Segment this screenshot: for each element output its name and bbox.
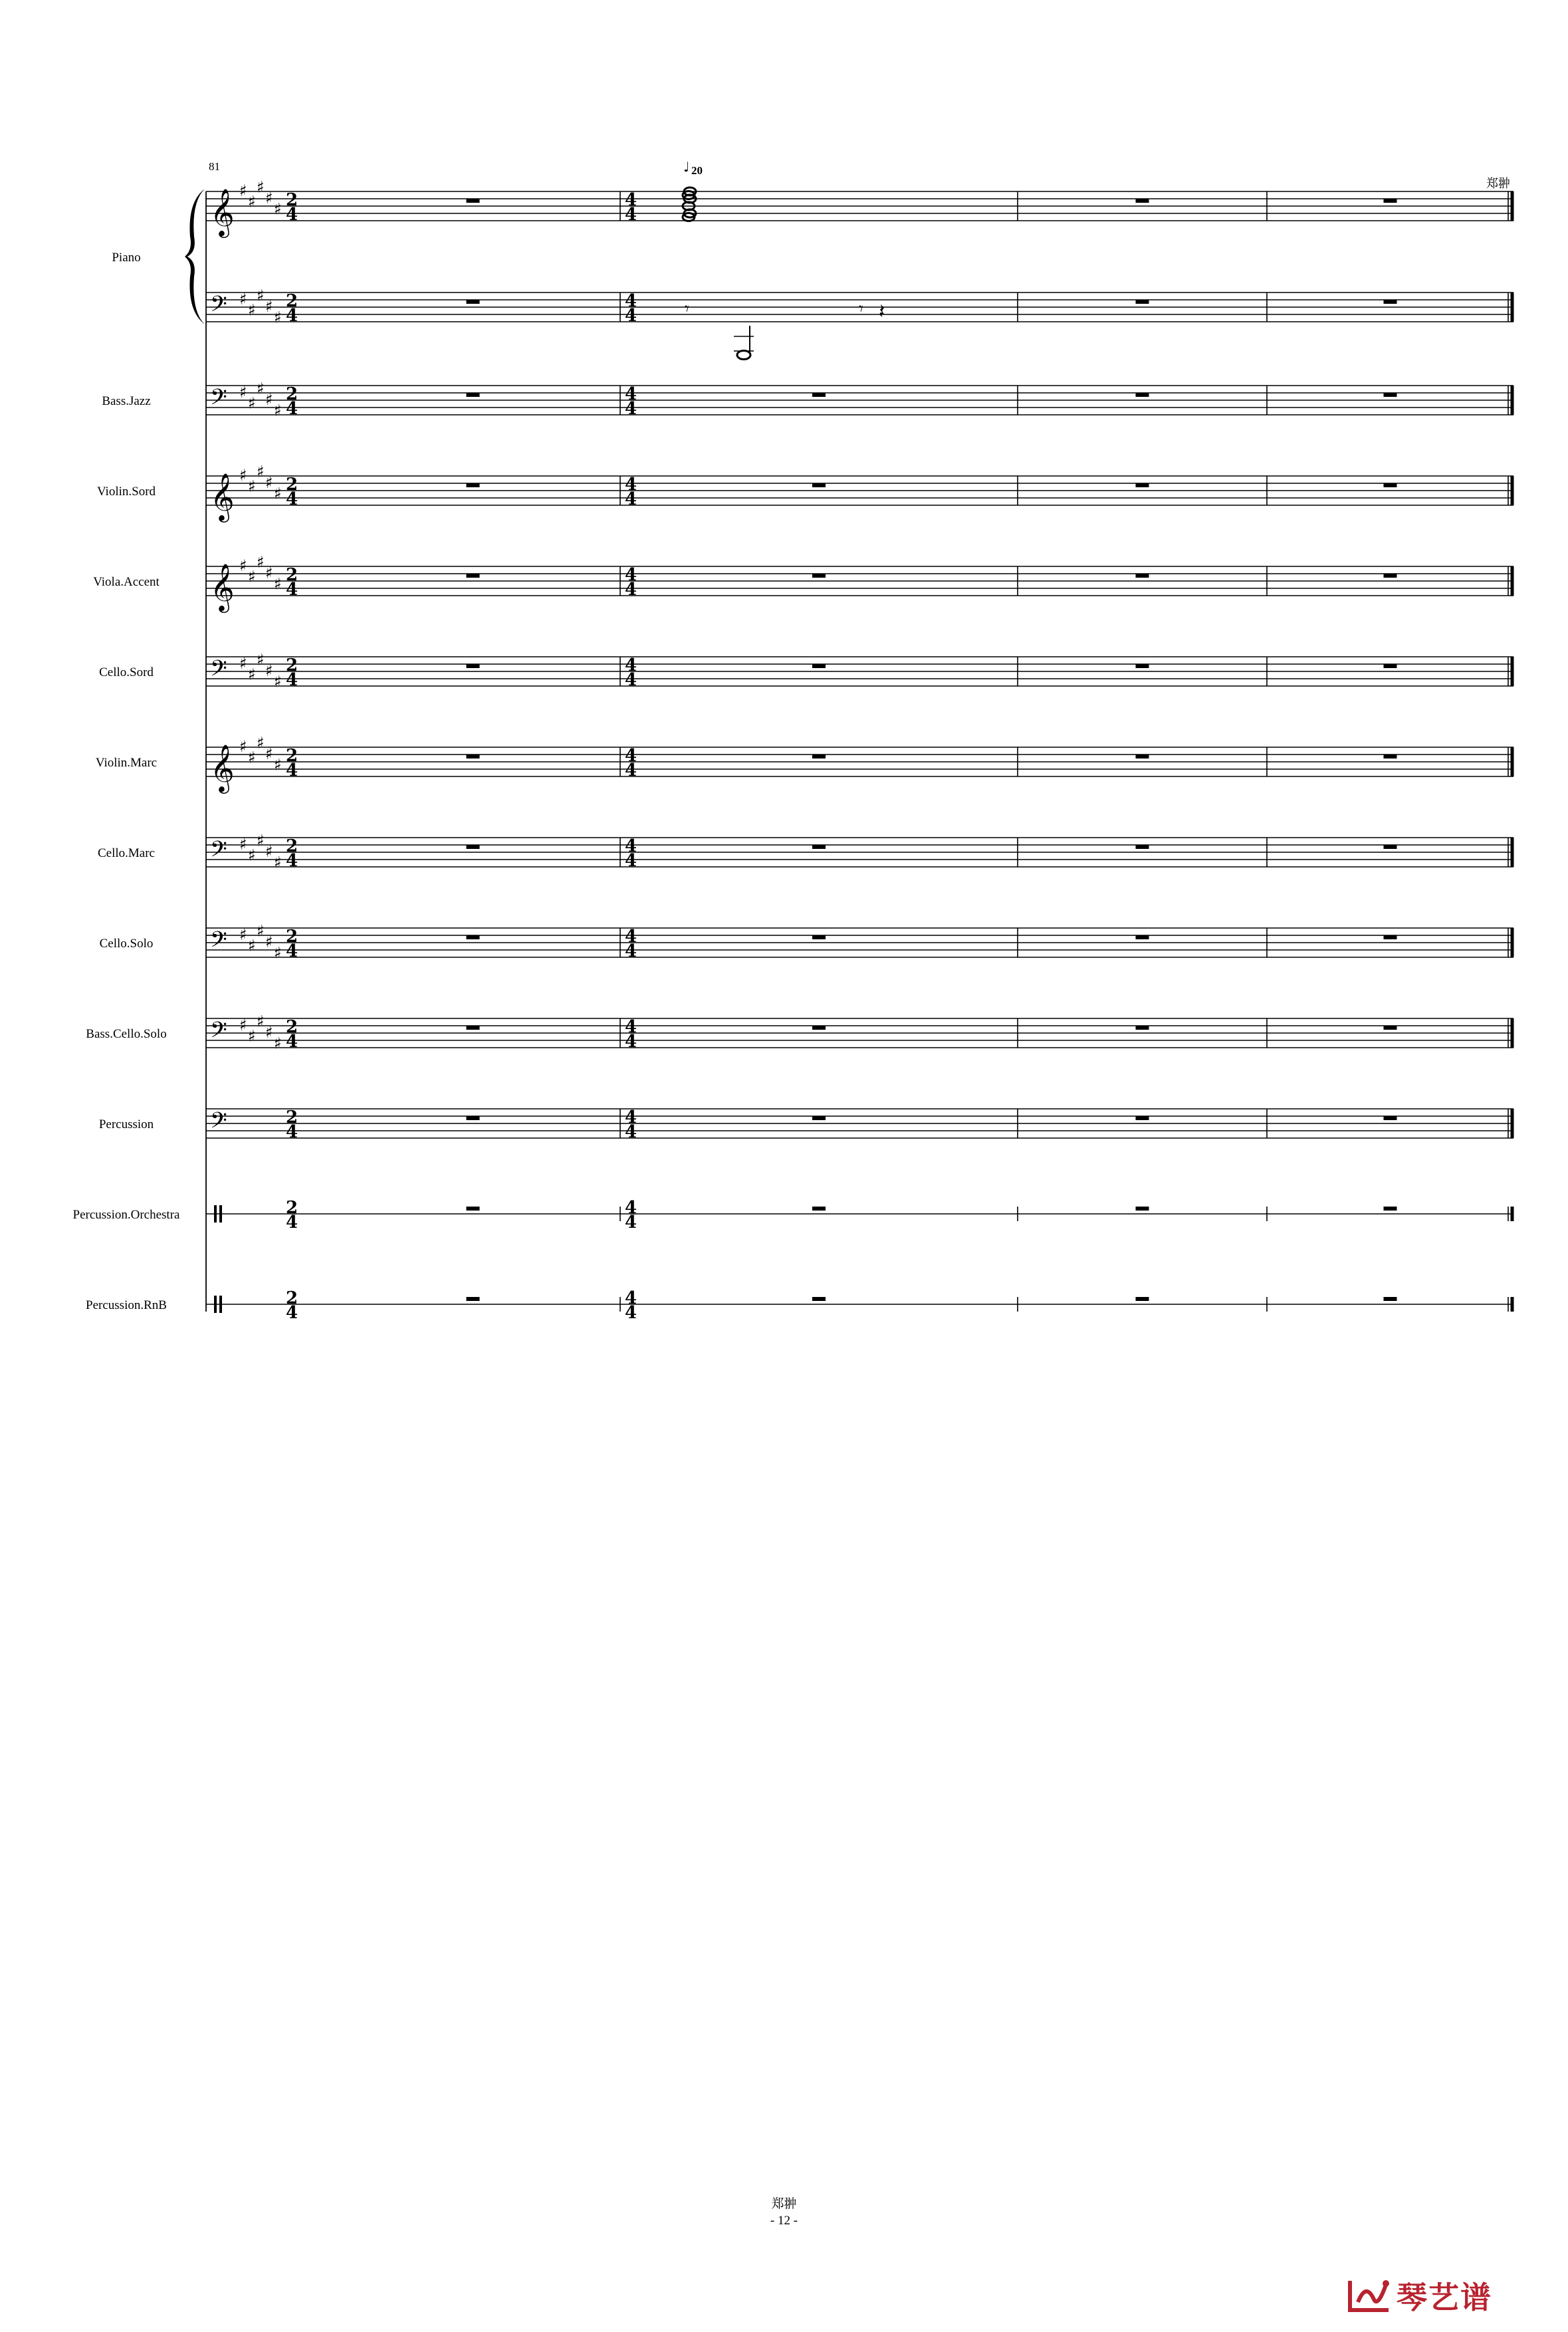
whole-rest [812, 1297, 826, 1301]
whole-rest [1384, 300, 1397, 304]
bass-clef-icon: 𝄢 [210, 837, 227, 868]
svg-text:♯: ♯ [239, 654, 247, 673]
whole-rest [467, 664, 480, 668]
time-signature-top: 2 [286, 1198, 298, 1218]
staff-bass-cello-solo [206, 1012, 1513, 1053]
svg-text:♯: ♯ [257, 650, 265, 669]
time-signature-top: 2 [286, 1017, 298, 1037]
whole-rest [1136, 1297, 1149, 1301]
svg-text:♯: ♯ [257, 286, 265, 305]
whole-rest [1384, 1026, 1397, 1030]
whole-rest [1136, 1116, 1149, 1120]
time-signature-top: 2 [286, 475, 298, 495]
time-signature-bottom: 4 [286, 306, 298, 326]
time-signature-top: 4 [625, 927, 637, 947]
svg-text:♯: ♯ [265, 933, 273, 951]
svg-text:♯: ♯ [265, 745, 273, 763]
whole-rest [1136, 300, 1149, 304]
svg-text:♯: ♯ [239, 835, 247, 854]
arranger-name-top: 郑翀 [1486, 177, 1510, 191]
svg-text:♯: ♯ [239, 737, 247, 756]
svg-text:♯: ♯ [239, 383, 247, 402]
time-signature-bottom: 4 [286, 205, 298, 225]
whole-rest [467, 1297, 480, 1301]
svg-text:♯: ♯ [265, 473, 273, 492]
whole-rest [467, 393, 480, 397]
key-signature [239, 553, 282, 594]
whole-rest [467, 300, 480, 304]
svg-text:♯: ♯ [248, 477, 256, 496]
svg-text:♯: ♯ [265, 842, 273, 861]
bass-clef-icon: 𝄢 [210, 385, 227, 415]
svg-text:♯: ♯ [248, 1026, 256, 1046]
whole-rest [1136, 393, 1149, 397]
time-signature-top: 4 [625, 1108, 637, 1127]
instrument-label: Viola.Accent [93, 575, 160, 589]
time-signature-top: 2 [286, 836, 298, 856]
key-signature [239, 178, 282, 219]
time-signature-bottom: 4 [286, 760, 298, 780]
whole-rest [812, 1026, 826, 1030]
whole-rest [1384, 935, 1397, 939]
page-number: - 12 - [770, 2214, 798, 2228]
time-signature-top: 4 [625, 655, 637, 675]
whole-rest [1136, 1207, 1149, 1211]
time-signature-top: 4 [625, 746, 637, 766]
svg-text:♯: ♯ [248, 846, 256, 865]
staff-bass-jazz [206, 380, 1513, 420]
svg-text:♯: ♯ [248, 936, 256, 955]
whole-rest [467, 1026, 480, 1030]
whole-rest [1136, 664, 1149, 668]
time-signature-bottom: 4 [625, 851, 637, 871]
time-signature-top: 4 [625, 291, 637, 311]
instrument-label: Cello.Marc [97, 846, 156, 860]
staff-percussion [206, 1108, 1513, 1142]
whole-rest [1384, 393, 1397, 397]
whole-rest [1384, 1207, 1397, 1211]
whole-rest [812, 755, 826, 758]
svg-text:♯: ♯ [265, 189, 273, 207]
whole-rest [467, 1116, 480, 1120]
staff-percussion-rnb [206, 1288, 1513, 1323]
svg-text:♯: ♯ [248, 394, 256, 413]
piano-treble-staff [206, 178, 1513, 239]
bass-clef-icon: 𝄢 [210, 292, 227, 322]
time-signature-top: 2 [286, 746, 298, 766]
svg-text:♯: ♯ [274, 308, 282, 327]
whole-rest [1384, 199, 1397, 203]
svg-text:♯: ♯ [265, 661, 273, 680]
whole-rest [1136, 845, 1149, 849]
measure-number: 81 [209, 160, 220, 173]
staff-violin-marc [206, 734, 1513, 794]
time-signature-top: 2 [286, 655, 298, 675]
whole-rest [467, 935, 480, 939]
time-signature-top: 4 [625, 475, 637, 495]
quarter-rest: 𝄽 [879, 300, 885, 324]
svg-text:♯: ♯ [274, 1034, 282, 1053]
whole-rest [1136, 1026, 1149, 1030]
time-signature-top: 4 [625, 1017, 637, 1037]
instrument-label: Percussion.RnB [86, 1298, 167, 1312]
time-signature-top: 2 [286, 291, 298, 311]
svg-text:♯: ♯ [265, 564, 273, 582]
time-signature-bottom: 4 [286, 670, 298, 690]
time-signature-top: 4 [625, 836, 637, 856]
instrument-label: Percussion.Orchestra [72, 1208, 180, 1222]
instrument-label: Percussion [98, 1117, 154, 1131]
treble-clef-icon: 𝄞 [210, 187, 235, 236]
instrument-label: Cello.Solo [99, 937, 154, 951]
instrument-label: Violin.Marc [95, 756, 158, 770]
time-signature-bottom: 4 [625, 205, 637, 225]
svg-text:♯: ♯ [257, 379, 265, 398]
whole-rest [1384, 664, 1397, 668]
time-signature-bottom: 4 [625, 1122, 637, 1142]
time-signature-bottom: 4 [286, 1213, 298, 1232]
whole-rest [812, 935, 826, 939]
time-signature-top: 4 [625, 190, 637, 210]
svg-text:♯: ♯ [265, 390, 273, 409]
logo-text: 琴艺谱 [1397, 2279, 1492, 2315]
svg-text:♯: ♯ [248, 665, 256, 684]
time-signature-top: 2 [286, 1108, 298, 1127]
site-logo [1346, 2274, 1492, 2317]
time-signature-bottom: 4 [286, 851, 298, 871]
svg-text:♯: ♯ [248, 300, 256, 320]
instrument-label: Violin.Sord [96, 485, 156, 499]
whole-rest [1384, 845, 1397, 849]
piano-bass-figure [685, 299, 885, 360]
whole-rest [1384, 1297, 1397, 1301]
whole-rest [467, 199, 480, 203]
time-signature-bottom: 4 [625, 670, 637, 690]
time-signature-bottom: 4 [286, 580, 298, 600]
time-signature-top: 4 [625, 1288, 637, 1308]
eighth-rest: 𝄾 [859, 299, 863, 319]
footer-author: 郑翀 [771, 2196, 797, 2211]
time-signature-bottom: 4 [625, 489, 637, 509]
instrument-label: Bass.Cello.Solo [86, 1027, 167, 1041]
whole-rest [1384, 483, 1397, 487]
svg-text:♯: ♯ [248, 192, 256, 211]
whole-rest [1136, 755, 1149, 758]
time-signature-top: 4 [625, 1198, 637, 1218]
time-signature-bottom: 4 [625, 306, 637, 326]
staff-viola-accent [206, 553, 1513, 614]
svg-text:♯: ♯ [239, 466, 247, 485]
chord-number: 20 [691, 164, 703, 177]
svg-text:♯: ♯ [274, 755, 282, 774]
staff-cello-sord [206, 651, 1513, 691]
time-signature-top: 2 [286, 190, 298, 210]
whole-rest [812, 483, 826, 487]
svg-text:♯: ♯ [239, 181, 247, 200]
instrument-label: Cello.Sord [99, 665, 154, 679]
svg-text:♯: ♯ [239, 556, 247, 575]
whole-rest [1136, 483, 1149, 487]
svg-text:♯: ♯ [274, 853, 282, 872]
time-signature-bottom: 4 [625, 760, 637, 780]
whole-rest [812, 664, 826, 668]
logo-note-icon [1346, 2275, 1393, 2315]
bass-clef-icon: 𝄢 [210, 1108, 227, 1139]
treble-clef-icon: 𝄞 [210, 472, 235, 521]
whole-rest [467, 755, 480, 758]
svg-text:♯: ♯ [239, 1016, 247, 1034]
time-signature-top: 4 [625, 565, 637, 585]
time-signature-bottom: 4 [625, 941, 637, 961]
whole-rest [812, 845, 826, 849]
time-signature-top: 2 [286, 384, 298, 404]
whole-rest [467, 845, 480, 849]
svg-text:♯: ♯ [274, 484, 282, 503]
svg-text:♯: ♯ [257, 921, 265, 941]
instrument-label: Bass.Jazz [102, 394, 151, 408]
whole-rest [1384, 1116, 1397, 1120]
staff-cello-solo [206, 922, 1513, 963]
svg-text:♯: ♯ [257, 831, 265, 850]
treble-clef-icon: 𝄞 [210, 743, 235, 792]
staff-percussion-orchestra [206, 1198, 1513, 1232]
svg-text:♯: ♯ [248, 567, 256, 586]
whole-rest [812, 1207, 826, 1211]
instrument-label: Piano [112, 251, 141, 265]
piano-brace [185, 189, 205, 324]
bass-clef-icon: 𝄢 [210, 1018, 227, 1048]
time-signature-bottom: 4 [286, 1303, 298, 1323]
time-signature-bottom: 4 [286, 1122, 298, 1142]
time-signature-top: 2 [286, 565, 298, 585]
whole-rest [812, 1116, 826, 1120]
time-signature-top: 2 [286, 1288, 298, 1308]
key-signature [239, 734, 282, 774]
whole-rest [812, 393, 826, 397]
svg-text:♯: ♯ [239, 290, 247, 308]
bass-clef-icon: 𝄢 [210, 656, 227, 687]
svg-text:♯: ♯ [265, 1023, 273, 1042]
half-note [737, 351, 750, 360]
time-signature-top: 4 [625, 384, 637, 404]
time-signature-bottom: 4 [625, 399, 637, 419]
svg-text:♯: ♯ [257, 177, 265, 197]
bass-clef-icon: 𝄢 [210, 927, 227, 958]
svg-text:♯: ♯ [257, 1012, 265, 1031]
svg-text:♯: ♯ [274, 401, 282, 420]
svg-text:♯: ♯ [274, 943, 282, 963]
svg-text:♯: ♯ [274, 199, 282, 219]
svg-text:♯: ♯ [274, 574, 282, 594]
time-signature-bottom: 4 [286, 941, 298, 961]
time-signature-bottom: 4 [625, 1303, 637, 1323]
time-signature-bottom: 4 [625, 580, 637, 600]
key-signature [239, 463, 282, 503]
svg-text:♯: ♯ [257, 733, 265, 753]
svg-text:♯: ♯ [274, 672, 282, 691]
time-signature-bottom: 4 [286, 1032, 298, 1052]
whole-rest [467, 483, 480, 487]
whole-rest [1136, 199, 1149, 203]
time-signature-bottom: 4 [625, 1213, 637, 1232]
svg-text:♯: ♯ [248, 748, 256, 767]
whole-rest [467, 1207, 480, 1211]
whole-rest [1136, 935, 1149, 939]
whole-rest [812, 574, 826, 578]
eighth-rest: 𝄾 [685, 299, 689, 319]
time-signature-top: 2 [286, 927, 298, 947]
staff-cello-marc [206, 832, 1513, 872]
staff-violin-sord [206, 463, 1513, 523]
quarter-note-icon: ♩ [683, 159, 690, 175]
svg-text:♯: ♯ [257, 462, 265, 481]
time-signature-bottom: 4 [625, 1032, 637, 1052]
time-signature-bottom: 4 [286, 489, 298, 509]
whole-rest [1384, 574, 1397, 578]
whole-rest [1384, 755, 1397, 758]
treble-clef-icon: 𝄞 [210, 562, 235, 611]
whole-rest [1136, 574, 1149, 578]
piano-chord [683, 159, 703, 221]
time-signature-bottom: 4 [286, 399, 298, 419]
svg-text:♯: ♯ [265, 297, 273, 316]
svg-text:♯: ♯ [239, 925, 247, 944]
whole-rest [467, 574, 480, 578]
svg-text:♯: ♯ [257, 552, 265, 572]
